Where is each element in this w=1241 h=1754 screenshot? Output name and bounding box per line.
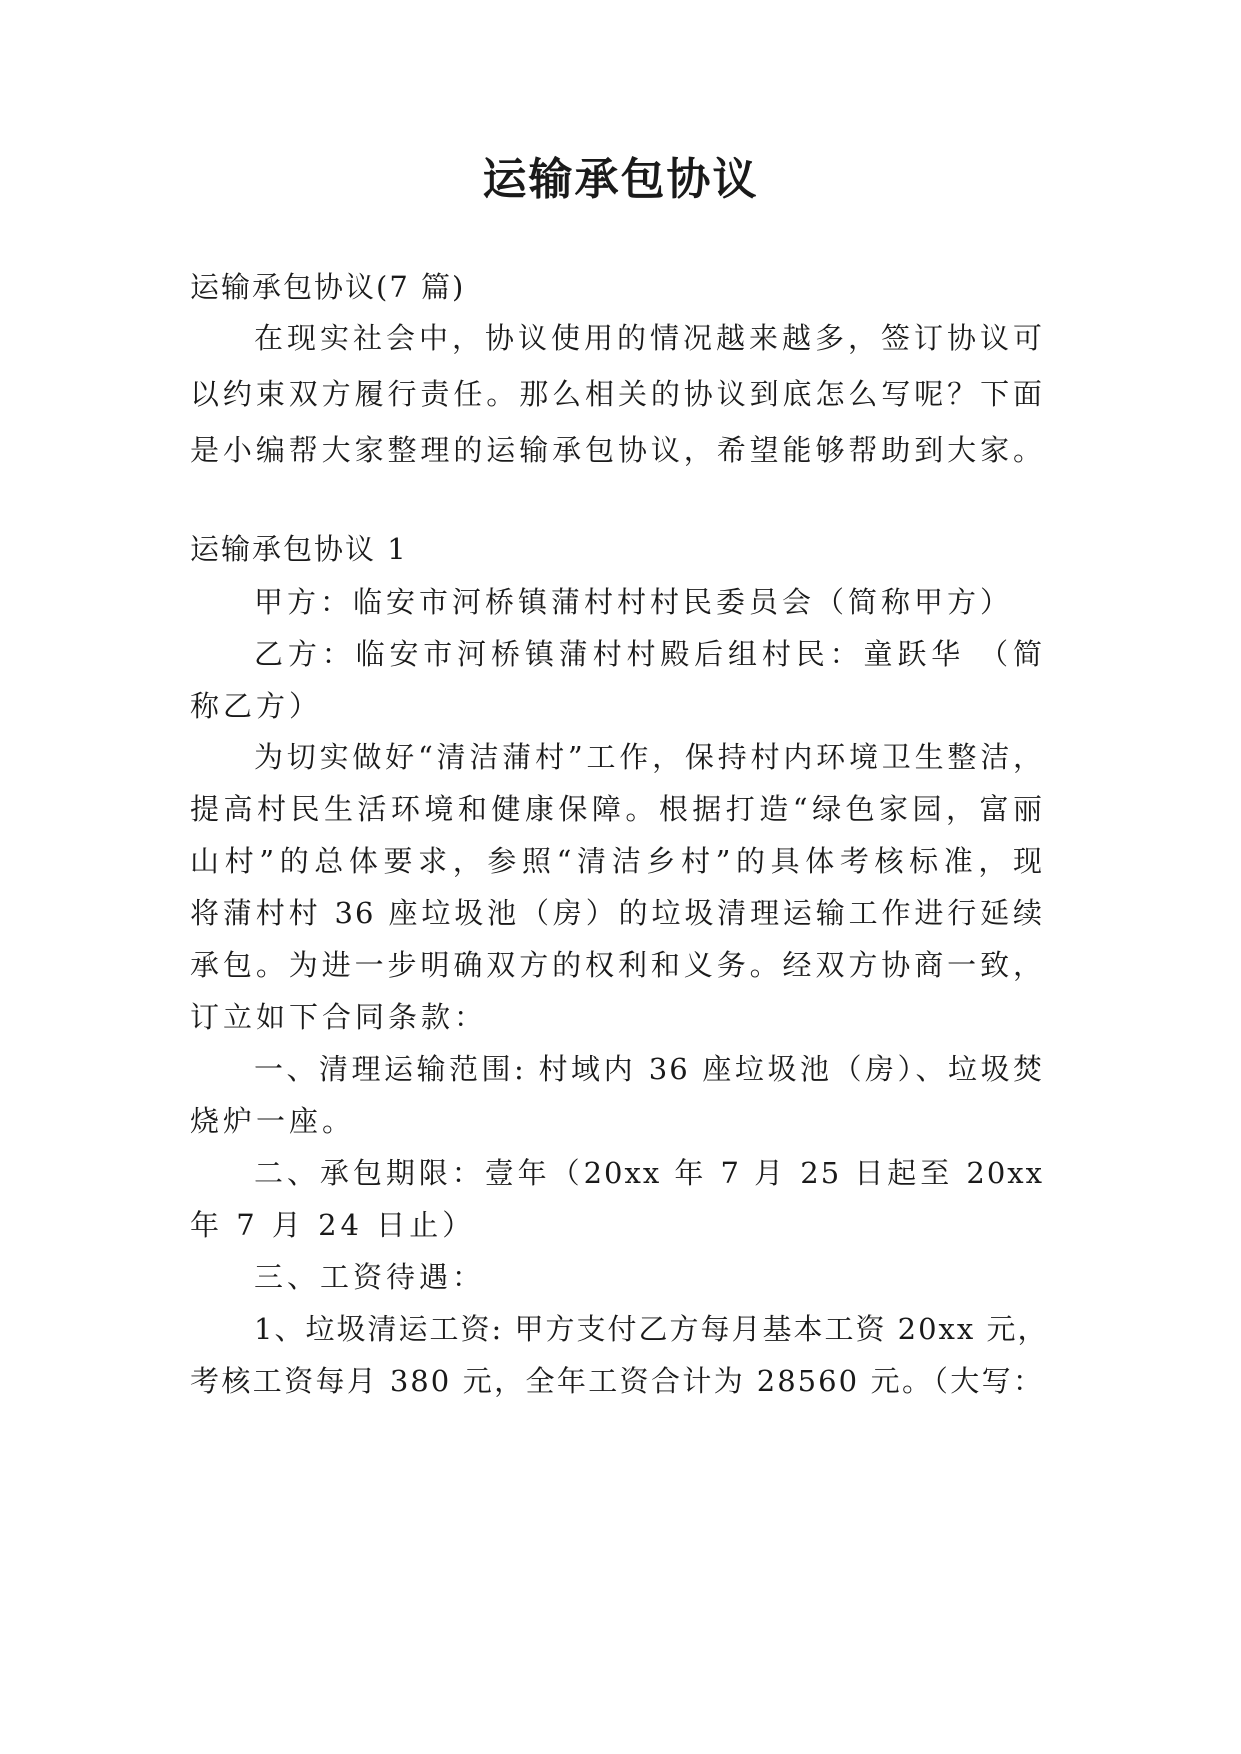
intro-line: 在现实社会中，协议使用的情况越来越多，签订协议可: [254, 321, 1044, 355]
party-a-line: 甲方：临安市河桥镇蒲村村村民委员会（简称甲方）: [254, 585, 1014, 619]
body-line: 为切实做好“清洁蒲村”工作，保持村内环境卫生整洁，: [254, 740, 1044, 774]
clause-line: 考核工资每月 380 元，全年工资合计为 28560 元。（大写：: [190, 1364, 1044, 1398]
clause-line: 三、工资待遇：: [254, 1260, 486, 1294]
body-line: 将蒲村村 36 座垃圾池（房）的垃圾清理运输工作进行延续: [190, 896, 1044, 930]
body-line: 承包。为进一步明确双方的权利和义务。经双方协商一致，: [190, 948, 1044, 982]
clause-line: 二、承包期限：壹年（20xx 年 7 月 25 日起至 20xx: [254, 1156, 1044, 1190]
clause-line: 烧炉一座。: [190, 1104, 356, 1138]
body-line: 订立如下合同条款：: [190, 1000, 488, 1034]
party-b-line: 乙方：临安市河桥镇蒲村村殿后组村民：童跃华 （简: [254, 637, 1044, 671]
document-title: 运输承包协议: [482, 154, 759, 205]
intro-line: 以约束双方履行责任。那么相关的协议到底怎么写呢？下面: [190, 377, 1044, 411]
body-line: 称乙方）: [190, 689, 323, 723]
body-line: 提高村民生活环境和健康保障。根据打造“绿色家园，富丽: [190, 792, 1044, 826]
clause-line: 一、清理运输范围: 村域内 36 座垃圾池（房）、垃圾焚: [254, 1052, 1044, 1086]
section-title: 运输承包协议 1: [190, 532, 408, 566]
body-line: 山村”的总体要求，参照“清洁乡村”的具体考核标准，现: [190, 844, 1044, 878]
clause-line: 年 7 月 24 日止）: [190, 1208, 476, 1242]
document-subtitle: 运输承包协议(7 篇): [190, 270, 466, 304]
clause-line: 1、垃圾清运工资: 甲方支付乙方每月基本工资 20xx 元，: [254, 1312, 1049, 1346]
intro-line: 是小编帮大家整理的运输承包协议，希望能够帮助到大家。: [190, 433, 1044, 467]
